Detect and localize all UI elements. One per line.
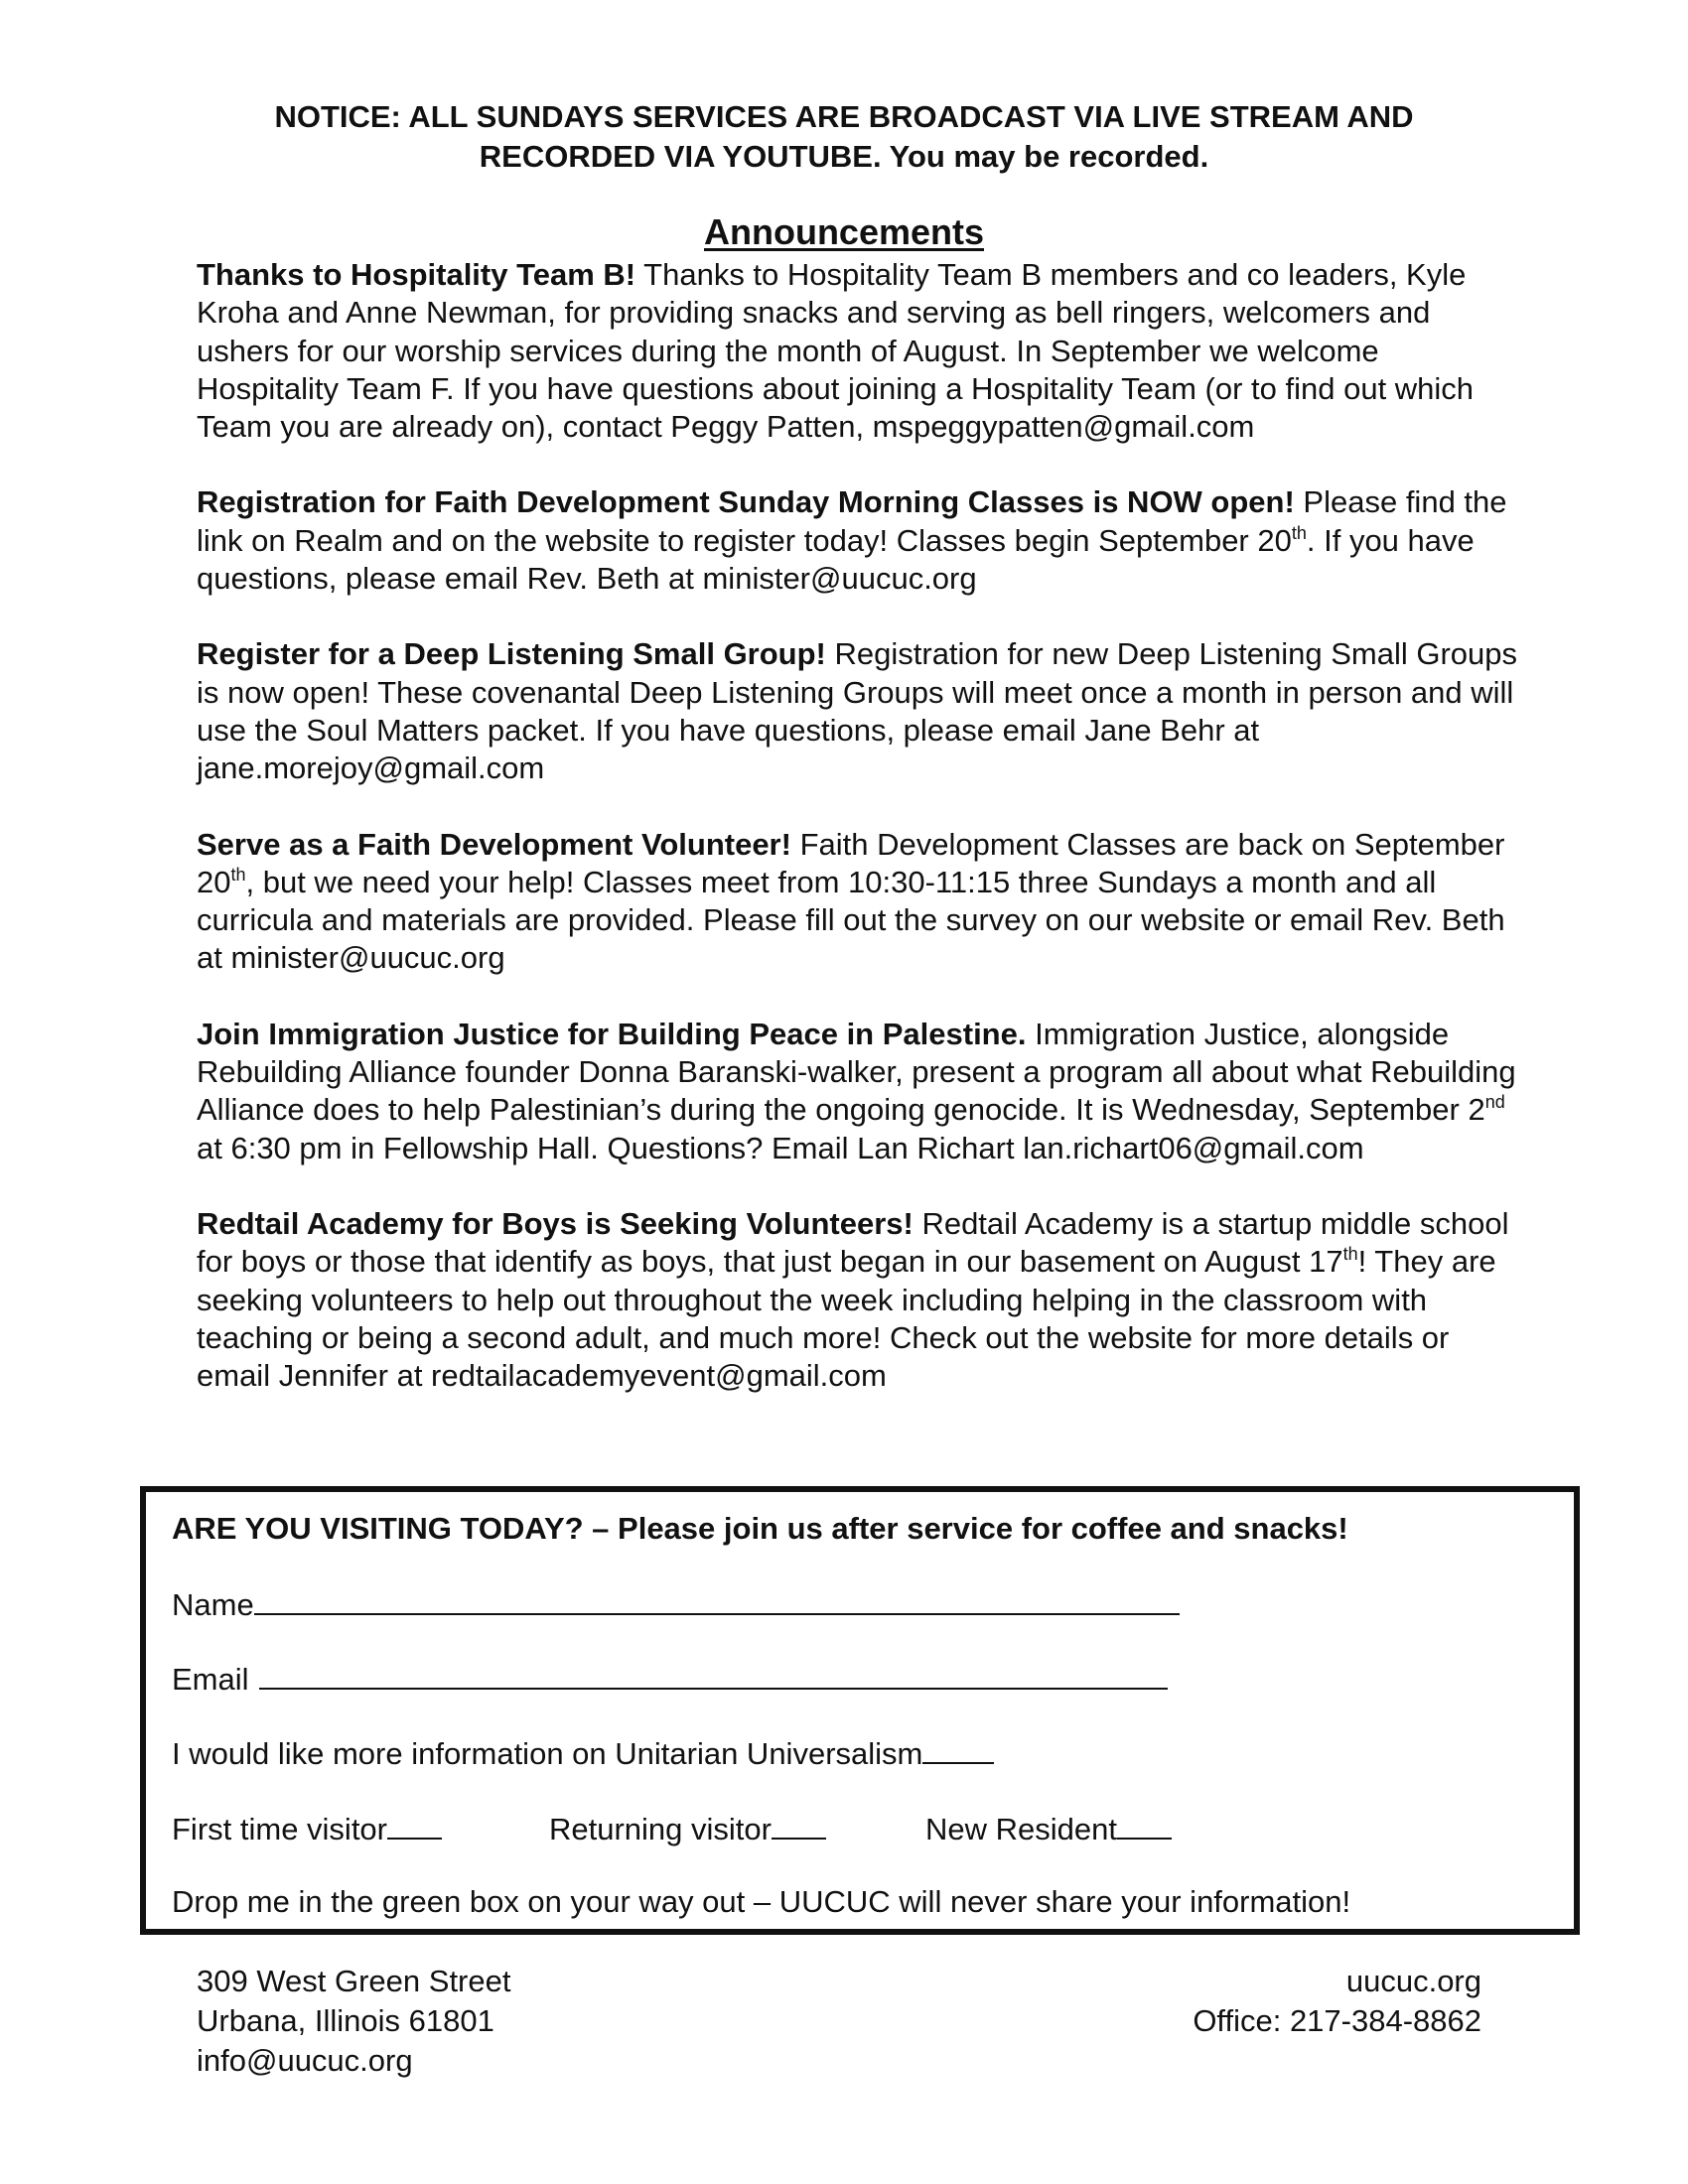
announcement-body-cont: . If you have questions, please email Rev. Beth at minister@uucuc.org [197,522,1475,597]
announcements-heading [199,211,1489,253]
footer-contact [1193,1962,1481,2041]
first-time-label: First time visitor [172,1812,387,1846]
address-line-1: 309 West Green Street [197,1964,511,1998]
broadcast-notice [199,97,1489,177]
ordinal-suffix: th [1342,1244,1358,1265]
announcement-title: Register for a Deep Listening Small Group! [197,636,826,672]
name-label: Name [172,1587,254,1622]
announcement-hospitality [197,256,1517,446]
notice-line-2: RECORDED VIA YOUTUBE. You may be recorded. [479,139,1209,174]
announcement-title: Join Immigration Justice for Building Peace in Palestine. [197,1016,1027,1051]
visitor-card-title: ARE YOU VISITING TODAY? – Please join us after service for coffee and snacks! [172,1511,1348,1546]
announcement-faith-volunteer [197,826,1517,978]
announcement-body-cont: ! They are seeking volunteers to help out throughout the week including helping in the classroom with teaching or being a second adult, and much more! Check out the website for more details or email Jennifer at redtailacademyevent@gmail.com [197,1244,1496,1394]
footer-address [197,1962,510,2081]
email-label: Email [172,1662,249,1697]
announcement-faith-registration [197,483,1517,598]
email-blank[interactable] [259,1660,1168,1690]
announcement-immigration-justice [197,1016,1517,1167]
announcement-title: Serve as a Faith Development Volunteer! [197,826,791,862]
notice-line-1: NOTICE: ALL SUNDAYS SERVICES ARE BROADCAST VIA LIVE STREAM AND [274,99,1414,134]
returning-label: Returning visitor [549,1812,772,1846]
visitor-card [140,1486,1580,1935]
announcements-heading-text: Announcements [703,211,985,252]
ordinal-suffix: th [1291,522,1307,543]
announcement-body: Faith Development Classes are back on September 20 [197,826,1505,899]
announcement-body: Redtail Academy is a startup middle school for boys or those that identify as boys, that just began in our basement on August 17 [197,1205,1509,1280]
announcement-body-cont: at 6:30 pm in Fellowship Hall. Questions? Email Lan Richart lan.richart06@gmail.com [197,1130,1364,1165]
footer-website: uucuc.org [1345,1964,1481,1998]
new-resident-blank[interactable] [1117,1810,1172,1840]
ordinal-suffix: th [230,864,246,885]
address-line-2: Urbana, Illinois 61801 [197,2003,494,2038]
new-resident-label: New Resident [924,1812,1117,1846]
returning-blank[interactable] [772,1810,826,1840]
email-row [172,1660,1168,1699]
announcement-title: Registration for Faith Development Sunday Morning Classes is NOW open! [197,484,1295,520]
footer-office-phone: Office: 217-384-8862 [1193,2003,1481,2038]
info-blank[interactable] [922,1734,994,1764]
announcement-body-cont: , but we need your help! Classes meet from 10:30-11:15 three Sundays a month and all curricula and materials are provided. Please fill out the survey on our website or email Rev. Beth at minister@uucuc.org [197,864,1505,976]
visitor-type-row [172,1810,1172,1848]
first-time-blank[interactable] [387,1810,442,1840]
footer-email: info@uucuc.org [197,2043,413,2078]
announcement-redtail-academy [197,1205,1517,1395]
announcement-body: Registration for new Deep Listening Small Groups is now open! These covenantal Deep Listening Groups will meet once a month in person and will use the Soul Matters packet. If you have questions, please email Jane Behr at jane.morejoy@gmail.com [197,636,1518,786]
name-blank[interactable] [254,1585,1180,1615]
announcement-body: Immigration Justice, alongside Rebuilding Alliance founder Donna Baranski-walker, present a program all about what Rebuilding Alliance does to help Palestinian’s during the ongoing genocide. It is Wednesday, September 2 [197,1016,1516,1128]
announcement-body: Please find the link on Realm and on the website to register today! Classes begin September 20 [197,484,1507,558]
announcement-body: Thanks to Hospitality Team B members and co leaders, Kyle Kroha and Anne Newman, for providing snacks and serving as bell ringers, welcomers and ushers for our worship services during the month of August. In September we welcome Hospitality Team F. If you have questions about joining a Hospitality Team (or to find out which Team you are already on), contact Peggy Patten, mspeggypatten@gmail.com [197,257,1475,445]
drop-instructions: Drop me in the green box on your way out – UUCUC will never share your information! [172,1884,1351,1919]
announcement-deep-listening [197,635,1517,787]
announcement-title: Thanks to Hospitality Team B! [197,257,636,292]
ordinal-suffix: nd [1484,1092,1505,1113]
info-label: I would like more information on Unitarian Universalism [172,1736,923,1771]
announcements-list [197,256,1517,1433]
announcement-title: Redtail Academy for Boys is Seeking Volunteers! [197,1205,914,1241]
info-row [172,1734,994,1773]
name-row [172,1585,1180,1624]
